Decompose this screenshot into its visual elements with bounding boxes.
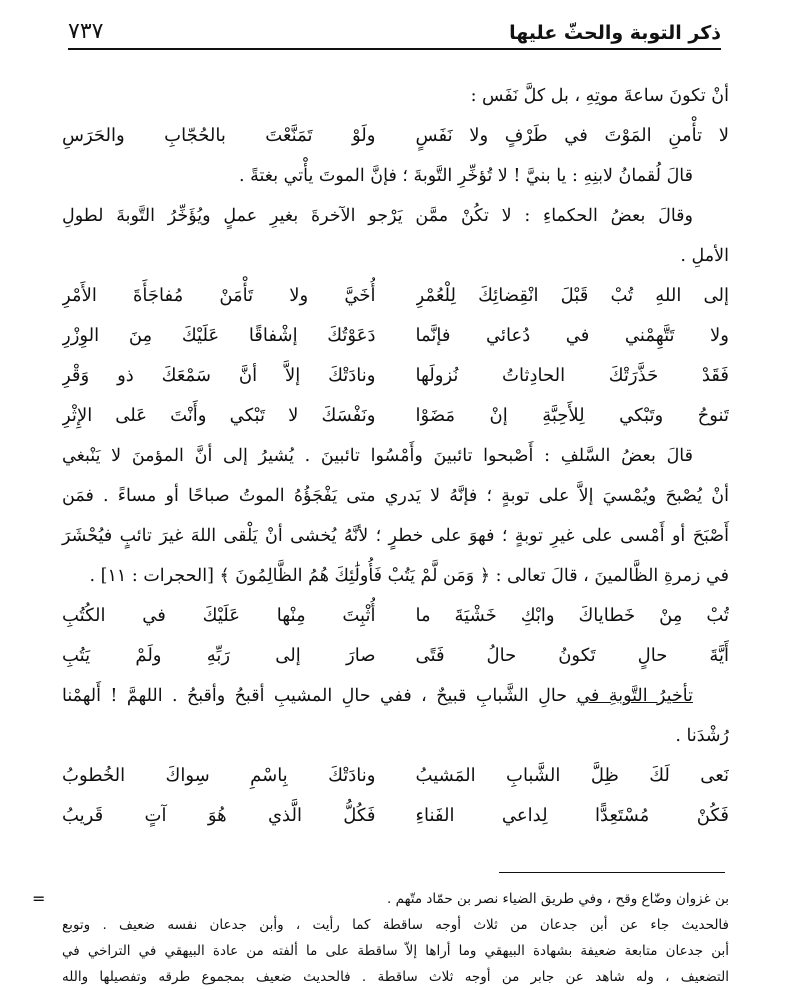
page-number: ٧٣٧ (68, 19, 104, 44)
verse-second-hemistich: ولَوْ تَمَنَّعْتَ بالحُجّابِ والحَرَسِ (62, 125, 376, 146)
prose-line: وقالَ بعضُ الحكماءِ : لا تكُنْ ممَّن يَرْجو الآخرةَ بغيرِ عملٍ ويُؤَخِّرُ التَّوبةَ لطولِ (62, 206, 693, 226)
continuation-mark: = (32, 889, 46, 908)
verse-second-hemistich: دَعَوْتُكَ إشْفاقًا عَلَيْكَ مِنَ الوِزْرِ (62, 325, 376, 346)
footnote-line: التضعيف ، وله شاهد عن جابر من أوجه ثلاث ساقطة . فالحديث ضعيف بمجموع طرقه وتفصيلها والله (62, 969, 729, 985)
prose-line: أنْ يُصْبحَ ويُمْسيَ إلاَّ على توبةٍ ؛ فإنَّهُ لا يَدري متى يَفْجَؤُهُ الموتُ صباحًا أو مساءً . فمَن (62, 486, 729, 506)
verse-line (62, 356, 729, 396)
verse-second-hemistich: ونَفْسَكَ لا تَبْكي وأَنْتَ عَلى الإِثْرِ (62, 405, 376, 426)
verse-first-hemistich: تُبْ مِنْ خَطاياكَ وابْكِ خَشْيَةَ ما (415, 605, 729, 626)
verse-second-hemistich: ونادَتْكَ إلاَّ أنَّ سَمْعَكَ ذو وَقْرِ (62, 365, 376, 386)
prose-line: قالَ لُقمانُ لابنِهِ : يا بنيَّ ! لا تُؤخِّرِ التَّوبةَ ؛ فإنَّ الموتَ يأْتي بغتةً . (239, 166, 693, 186)
verse-first-hemistich: تَنوحُ وتَبْكي لِلأَحِبَّةِ إنْ مَضَوْا (415, 405, 729, 426)
prose-line: الأملِ . (680, 246, 729, 266)
verse-second-hemistich: ونادَتْكَ بِاسْمِ سِواكَ الخُطوبُ (62, 765, 376, 786)
prose-line: أنْ تكونَ ساعةَ موتِهِ ، بل كلَّ نَفَس : (470, 86, 729, 106)
prose-line: أَصْبَحَ أو أَمْسى على غيرِ توبةٍ ؛ فهوَ على خطرٍ ؛ لأنَّهُ يُخشى أنْ يَلْقى اللهَ غيرَ تائبٍ فيُحْشَرَ (62, 526, 729, 546)
verse-second-hemistich: صارَ إلى رَبِّهِ ولَمْ يَتُبِ (62, 645, 376, 666)
verse-second-hemistich: أُثْبِتَ مِنْها عَلَيْكَ في الكُتُبِ (62, 605, 376, 626)
footnote-line: أبن جدعان متابعة ضعيفة بشهادة البيهقي وما أراها إلاّ ساقطة على ما ألفته من عادة البيهقي في التراخي في (62, 943, 729, 959)
verse-first-hemistich: ولا تَتَّهِمْني في دُعائي فإنَّما (415, 325, 729, 346)
running-title: ذكر التوبة والحثّ عليها (509, 22, 721, 44)
verse-first-hemistich: إلى اللهِ تُبْ قَبْلَ انْقِضائِكَ لِلْعُمْرِ (415, 285, 729, 306)
verse-line (62, 596, 729, 636)
verse-line (62, 316, 729, 356)
verse-line (62, 796, 729, 836)
verse-first-hemistich: لا تأْمنِ المَوْتَ في طَرْفٍ ولا نَفَسٍ (415, 125, 729, 146)
verse-second-hemistich: فَكُلُّ الَّذي هُوَ آتٍ قَريبُ (62, 805, 376, 826)
verse-first-hemistich: فَكُنْ مُسْتَعِدًّا لِداعي الفَناءِ (415, 805, 729, 826)
underlined-phrase: تأخيرُ التَّوبةِ في (576, 686, 693, 706)
prose-line: في زمرةِ الظَّالمينَ ، قالَ تعالى : ﴿ وَمَن لَّمْ يَتُبْ فَأُولَٰئِكَ هُمُ الظَّالِمُونَ ﴾ [الحجرات : ١١] . (89, 566, 729, 586)
footnote-line: بن غزوان وضّاع وقح ، وفي طريق الضياء نصر بن حمّاد متّهم . (387, 891, 729, 907)
verse-first-hemistich: فَقَدْ حَذَّرَتْكَ الحادِثاتُ نُزولَها (415, 365, 729, 386)
prose-line: قالَ بعضُ السَّلفِ : أَصْبحوا تائبينَ وأَمْسُوا تائبينَ . يُشيرُ إلى أنَّ المؤمنَ لا يَنْبغي (62, 446, 693, 466)
footnote-separator (499, 872, 725, 873)
verse-line (62, 636, 729, 676)
verse-line (62, 116, 729, 156)
verse-first-hemistich: أَيَّةَ حالٍ تَكونُ حالُ فَتًى (415, 645, 729, 666)
page-header (68, 8, 721, 50)
verse-line (62, 276, 729, 316)
footnotes (32, 886, 729, 990)
verse-second-hemistich: أُخَيَّ ولا تَأْمَنْ مُفاجَأَةَ الأَمْرِ (62, 285, 376, 306)
prose-text: حالِ الشَّبابِ قبيحٌ ، ففي حالِ المشيبِ أقبحُ وأقبحُ . اللهمَّ ! أَلهمْنا (62, 686, 577, 706)
prose-line: رُشْدَنا . (675, 726, 729, 746)
footnote-line: فالحديث جاء عن أبن جدعان من ثلاث أوجه ساقطة كما رأيت ، وأبن جدعان نفسه ضعيف . وتوبع (62, 917, 729, 933)
verse-line (62, 396, 729, 436)
verse-first-hemistich: نَعى لَكَ ظِلَّ الشَّبابِ المَشيبُ (415, 765, 729, 786)
verse-line (62, 756, 729, 796)
prose-line (62, 676, 729, 716)
page-body (62, 76, 729, 836)
